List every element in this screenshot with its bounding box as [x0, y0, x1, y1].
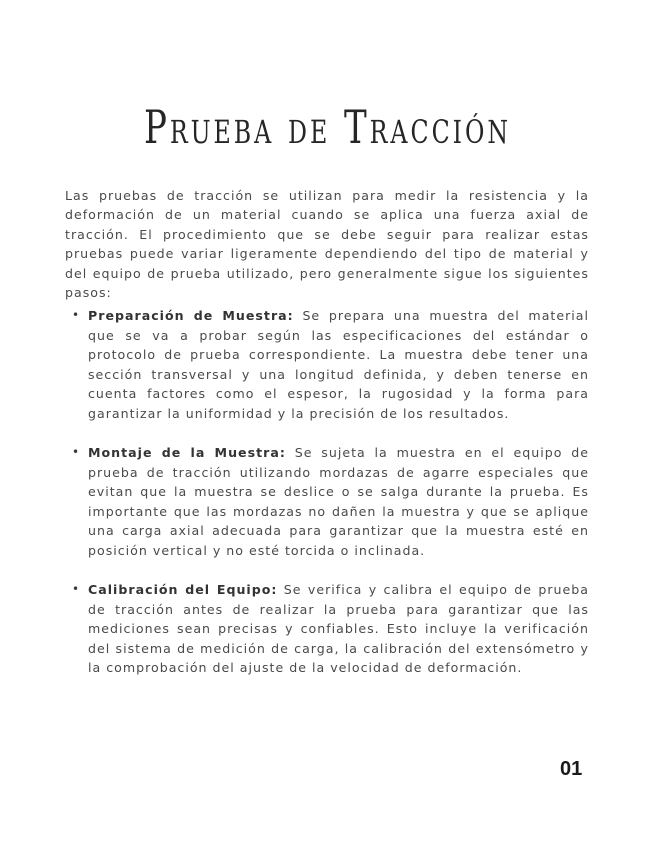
step-heading: Calibración del Equipo: [88, 582, 278, 597]
step-item-preparation [71, 306, 589, 423]
step-text: Se prepara una muestra del material que se va a probar según las especificaciones del estándar o protocolo de prueba correspondiente. La muestra debe tener una sección transversal y una longitud definida, y deben tenerse en cuenta factores como el espesor, la rugosidad y la forma para garantizar la uniformidad y la precisión de los resultados. [88, 308, 589, 421]
step-heading: Montaje de la Muestra: [88, 445, 286, 460]
page-number: 01 [560, 758, 583, 780]
steps-list [71, 306, 589, 678]
step-text: Se verifica y calibra el equipo de prueba de tracción antes de realizar la prueba para garantizar que las mediciones sean precisas y confiables. Esto incluye la verificación del sistema de medición de carga, la calibración del extensómetro y la comprobación del ajuste de la velocidad de deformación. [88, 582, 589, 675]
step-text: Se sujeta la muestra en el equipo de prueba de tracción utilizando mordazas de agarre especiales que evitan que la muestra se deslice o se salga durante la prueba. Es importante que las mordazas no dañen la muestra y que se aplique una carga axial adecuada para garantizar que la muestra esté en posición vertical y no esté torcida o inclinada. [88, 445, 589, 558]
intro-paragraph: Las pruebas de tracción se utilizan para medir la resistencia y la deformación de un material cuando se aplica una fuerza axial de tracción. El procedimiento que se debe seguir para realizar estas pruebas puede variar ligeramente dependiendo del tipo de material y del equipo de prueba utilizado, pero generalmente sigue los siguientes pasos: [65, 187, 589, 301]
bullet-icon: • [72, 308, 81, 322]
bullet-icon: • [72, 445, 81, 459]
bullet-icon: • [72, 582, 81, 596]
step-heading: Preparación de Muestra: [88, 308, 294, 323]
step-item-mounting [71, 443, 589, 560]
step-item-calibration [71, 580, 589, 678]
page-title: Prueba de Tracción [143, 99, 512, 154]
